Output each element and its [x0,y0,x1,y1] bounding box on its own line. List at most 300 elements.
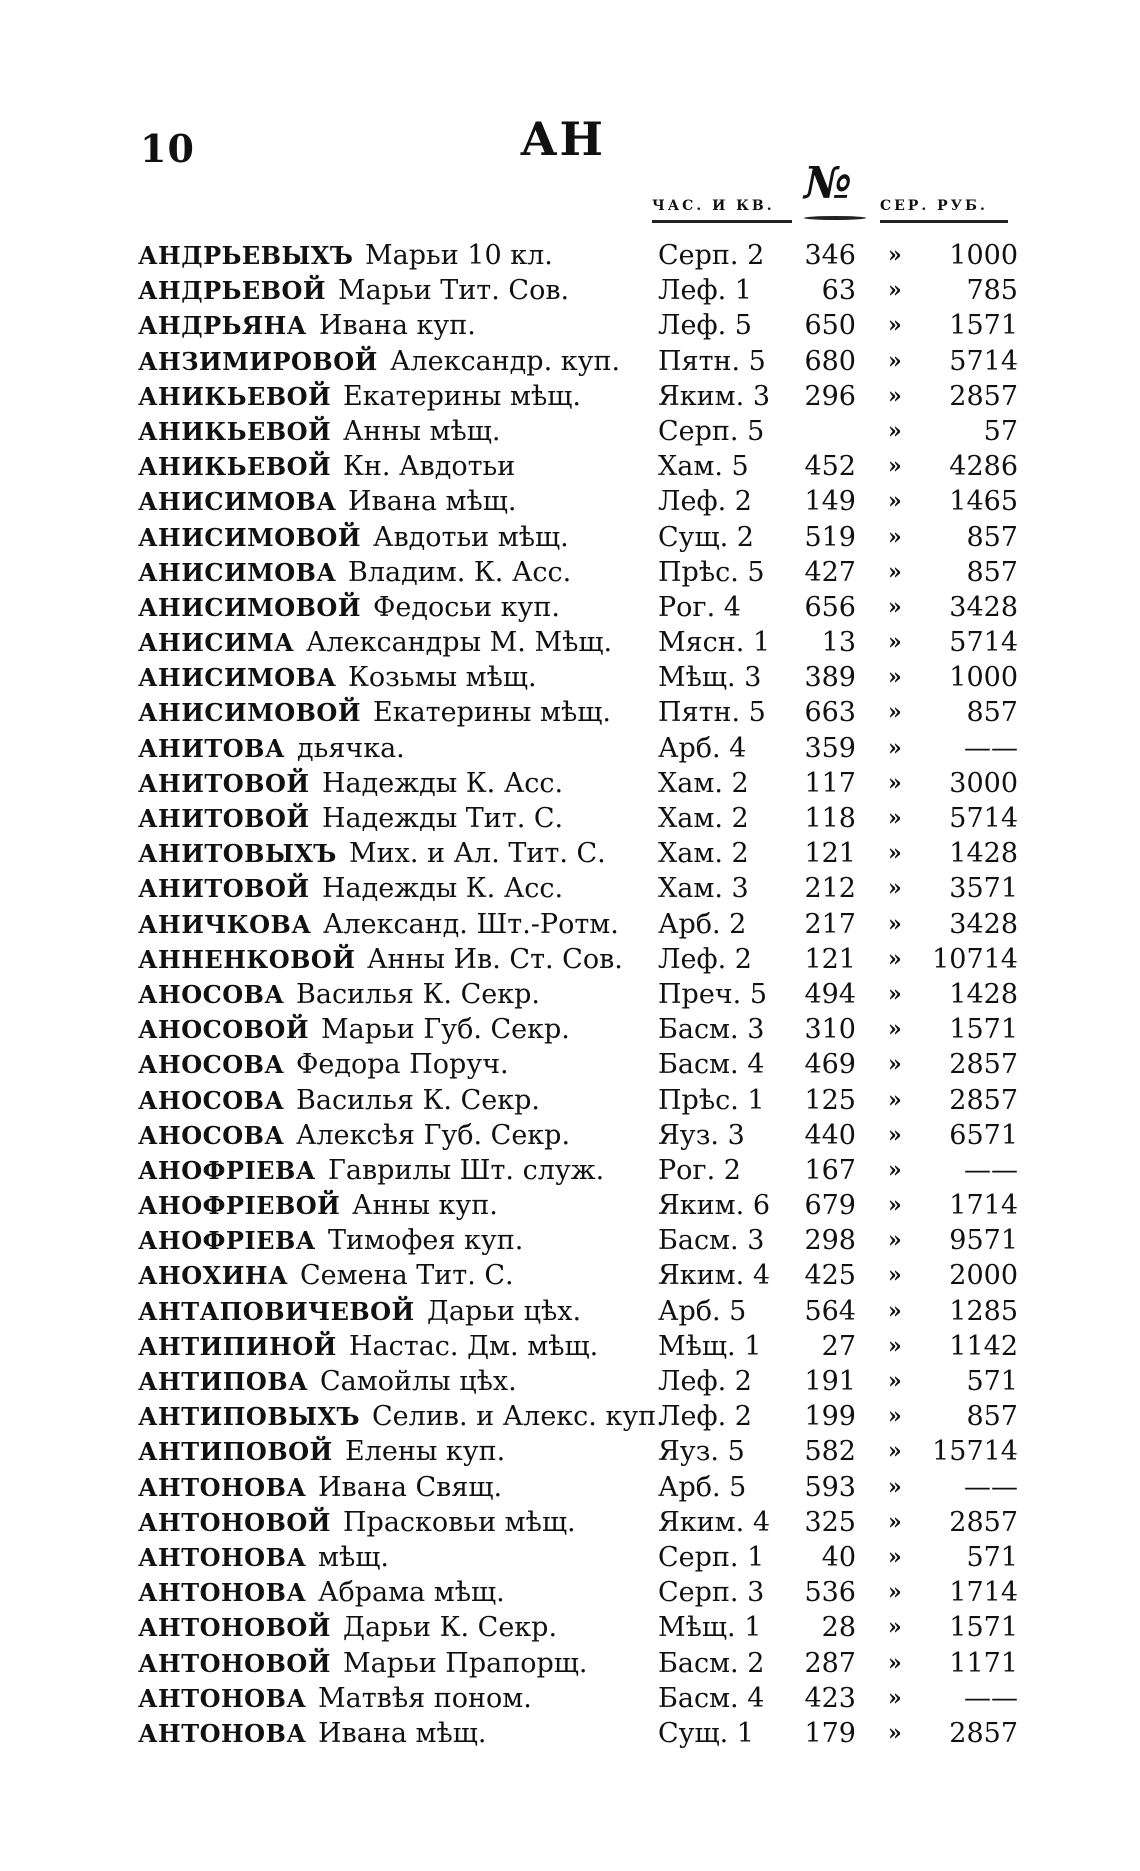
entry-silver-rubles: 1465 [949,486,1018,518]
entry-number: 582 [804,1436,856,1468]
entry-ditto-mark: » [888,629,902,656]
entry-part-quarter: Леф. 2 [658,486,752,518]
entry-name-rank: Ивана Свящ. [318,1471,503,1503]
entry-silver-rubles: 857 [966,697,1018,729]
entry-part-quarter: Арб. 2 [658,908,747,940]
entry-surname: АНИСИМОВОЙ [138,522,362,552]
entry-part-quarter: Леф. 2 [658,1366,752,1397]
list-item [138,695,1018,730]
entry-number: 425 [804,1260,856,1292]
entry-name-rank: Абрама мѣщ. [318,1577,505,1609]
list-item [138,484,1018,519]
entry-silver-rubles: —— [964,1154,1018,1186]
entry-name-rank: Александ. Шт.-Ротм. [323,908,619,940]
entry-part-quarter: Серп. 1 [658,1541,765,1573]
list-item [138,1364,1018,1399]
entry-number: 427 [804,556,856,588]
entry-number: 63 [821,275,856,307]
entry-silver-rubles: —— [964,1682,1018,1714]
entry-ditto-mark: » [888,558,902,585]
entry-part-quarter: Пятн. 5 [658,697,766,729]
list-item [138,1470,1018,1505]
entry-ditto-mark: » [888,1438,902,1465]
entry-part-quarter: Басм. 2 [658,1647,765,1679]
entry-surname: АНИТОВОЙ [138,804,310,833]
entry-part-quarter: Мѣщ. 1 [658,1330,762,1362]
entry-number: 13 [821,627,856,659]
entry-name-rank: Гаврилы Шт. служ. [328,1154,605,1186]
column-rule [652,220,792,223]
entry-silver-rubles: 785 [966,275,1018,307]
entry-silver-rubles: —— [964,732,1018,764]
entry-part-quarter: Мѣщ. 1 [658,1612,762,1644]
entry-surname: АННЕНКОВОЙ [138,944,356,974]
entry-part-quarter: Серп. 5 [658,415,765,447]
entry-surname: АНОФРІЕВОЙ [138,1191,341,1221]
entry-silver-rubles: 1714 [949,1577,1018,1609]
list-item [138,238,1018,273]
list-item [138,1646,1018,1681]
entry-ditto-mark: » [888,910,902,937]
entry-surname: АНТИПИНОЙ [138,1331,337,1361]
entry-silver-rubles: 1000 [949,240,1018,271]
entry-name-rank: Василья К. Секр. [296,1084,540,1116]
entry-part-quarter: Леф. 5 [658,310,752,342]
entry-silver-rubles: 10714 [932,943,1018,975]
entry-number: 296 [804,380,856,412]
list-item [138,1012,1018,1047]
page-header: АН [520,112,605,166]
entry-name-rank: Екатерины мѣщ. [343,380,581,412]
entry-ditto-mark: » [888,1262,902,1289]
entry-ditto-mark: » [888,277,902,304]
entry-silver-rubles: 1428 [949,838,1018,870]
entry-silver-rubles: 857 [966,556,1018,588]
entry-name-rank: Настас. Дм. мѣщ. [349,1330,599,1362]
entry-name-rank: Алексѣя Губ. Секр. [296,1119,571,1151]
column-header-part-quarter: ЧАС. И КВ. [652,198,775,214]
entry-number: 149 [804,486,856,518]
entry-surname: АНИКЬЕВОЙ [138,381,332,411]
entry-ditto-mark: » [888,523,902,550]
entry-number: 212 [804,873,856,905]
entry-number: 217 [804,908,856,940]
list-item [138,1505,1018,1540]
entry-part-quarter: Хам. 2 [658,803,749,834]
entry-number: 452 [804,451,856,483]
entry-surname: АНТАПОВИЧЕВОЙ [138,1296,415,1326]
list-item [138,590,1018,625]
entry-number: 593 [804,1471,856,1503]
entry-part-quarter: Арб. 5 [658,1295,747,1327]
entry-part-quarter: Леф. 2 [658,1401,752,1433]
entry-surname: АНОФРІЕВА [138,1155,316,1185]
entry-name-rank: дьячка. [297,732,405,764]
entry-part-quarter: Хам. 2 [658,838,749,870]
entry-number: 389 [804,662,856,694]
entry-name-rank: Ивана мѣщ. [318,1717,487,1749]
entry-surname: АНТОНОВА [138,1542,307,1572]
entry-surname: АНИСИМА [138,628,295,658]
entry-surname: АНОХИНА [138,1261,289,1291]
entry-surname: АНТОНОВОЙ [138,1648,331,1678]
entry-part-quarter: Хам. 2 [658,767,749,799]
entry-ditto-mark: » [888,242,902,268]
entry-ditto-mark: » [888,734,902,761]
entry-silver-rubles: 1571 [949,310,1018,342]
entry-name-rank: Ивана куп. [319,310,476,342]
entry-number: 310 [804,1014,856,1046]
entry-ditto-mark: » [888,1121,902,1148]
list-item [138,1153,1018,1188]
entry-name-rank: Александры М. Мѣщ. [306,627,613,659]
entry-part-quarter: Рог. 2 [658,1154,741,1186]
entry-name-rank: Василья К. Секр. [296,978,540,1010]
entry-silver-rubles: 1714 [949,1190,1018,1222]
entry-part-quarter: Басм. 3 [658,1225,765,1257]
list-item [138,977,1018,1012]
entry-name-rank: Елены куп. [345,1436,506,1468]
list-item [138,308,1018,343]
entry-part-quarter: Рог. 4 [658,591,741,623]
entry-surname: АНОСОВА [138,1120,285,1150]
entry-ditto-mark: » [888,1473,902,1500]
entry-silver-rubles: 9571 [949,1225,1018,1257]
entry-ditto-mark: » [888,805,902,831]
entry-number: 125 [804,1084,856,1116]
entry-surname: АНИКЬЕВОЙ [138,416,332,446]
list-item [138,801,1018,836]
entry-number: 359 [804,732,856,764]
entry-ditto-mark: » [888,453,902,480]
entry-silver-rubles: 1142 [949,1330,1018,1362]
entry-silver-rubles: 571 [966,1366,1018,1397]
entry-surname: АНТОНОВА [138,1578,307,1608]
page-number: 10 [140,126,195,171]
entry-ditto-mark: » [888,488,902,515]
entry-surname: АНОСОВА [138,1085,285,1115]
entry-surname: АНЗИМИРОВОЙ [138,346,378,376]
entry-part-quarter: Яуз. 3 [658,1119,745,1151]
entry-surname: АНОСОВОЙ [138,1015,310,1045]
entry-ditto-mark: » [888,875,902,902]
entry-name-rank: Екатерины мѣщ. [373,697,611,729]
entry-number: 564 [804,1295,856,1327]
entry-part-quarter: Леф. 1 [658,275,752,307]
entry-silver-rubles: 2857 [949,380,1018,412]
entry-ditto-mark: » [888,1543,902,1570]
entry-number: 199 [804,1401,856,1433]
entry-silver-rubles: 3428 [949,591,1018,623]
list-item [138,1540,1018,1575]
entry-part-quarter: Хам. 5 [658,451,749,483]
entry-ditto-mark: » [888,1051,902,1078]
entry-number: 179 [804,1717,856,1749]
column-header-silver-rubles: СЕР. РУБ. [880,198,988,214]
list-item [138,1434,1018,1469]
entry-ditto-mark: » [888,769,902,796]
entry-number: 440 [804,1119,856,1151]
entry-surname: АНИЧКОВА [138,909,312,939]
entry-part-quarter: Хам. 3 [658,873,749,905]
list-item [138,871,1018,906]
column-rule [804,216,866,220]
list-item [138,660,1018,695]
entry-surname: АНИТОВЫХЪ [138,839,337,869]
entry-surname: АНИТОВОЙ [138,768,310,798]
list-item [138,379,1018,414]
entry-ditto-mark: » [888,417,902,444]
entry-surname: АНИСИМОВОЙ [138,592,362,622]
entry-number: 117 [804,767,856,799]
entry-surname: АНТОНОВА [138,1683,307,1713]
entry-number: 121 [804,943,856,975]
entry-part-quarter: Сущ. 1 [658,1717,754,1749]
entry-ditto-mark: » [888,1297,902,1324]
entry-name-rank: Ивана мѣщ. [348,486,517,518]
entry-number: 656 [804,591,856,623]
entry-number: 494 [804,978,856,1010]
list-item [138,1716,1018,1751]
entry-number: 650 [804,310,856,342]
entry-part-quarter: Арб. 4 [658,732,747,764]
entry-surname: АНДРЬЕВЫХЪ [138,241,354,270]
entry-part-quarter: Басм. 4 [658,1682,765,1714]
entry-surname: АНДРЬЕВОЙ [138,276,327,306]
list-item [138,520,1018,555]
entry-silver-rubles: 1571 [949,1014,1018,1046]
entry-name-rank: Марьи Тит. Сов. [338,275,570,307]
list-item [138,766,1018,801]
entry-ditto-mark: » [888,347,902,374]
entry-ditto-mark: » [888,1579,902,1606]
list-item [138,625,1018,660]
entry-surname: АНОФРІЕВА [138,1226,316,1256]
entry-name-rank: Марьи Прапорщ. [343,1647,588,1679]
entry-ditto-mark: » [888,1332,902,1359]
list-item [138,555,1018,590]
list-item [138,1681,1018,1716]
entry-name-rank: Владим. К. Асс. [348,556,572,588]
entry-ditto-mark: » [888,664,902,691]
entry-silver-rubles: 1171 [949,1647,1018,1679]
entry-name-rank: Дарьи цѣх. [427,1295,582,1327]
entry-silver-rubles: 857 [966,521,1018,553]
entry-number: 28 [821,1612,856,1644]
entry-surname: АНТИПОВОЙ [138,1437,333,1467]
entry-surname: АНОСОВА [138,979,285,1009]
entry-name-rank: Козьмы мѣщ. [348,662,537,694]
entry-ditto-mark: » [888,312,902,339]
entry-ditto-mark: » [888,1719,902,1746]
entry-silver-rubles: 2857 [949,1084,1018,1116]
entry-number: 121 [804,838,856,870]
entry-surname: АНИКЬЕВОЙ [138,452,332,482]
entry-silver-rubles: 3428 [949,908,1018,940]
entry-name-rank: Авдотьи мѣщ. [373,521,569,553]
entry-ditto-mark: » [888,1684,902,1711]
entry-number: 40 [821,1541,856,1573]
list-item [138,1258,1018,1293]
entry-number: 298 [804,1225,856,1257]
entry-name-rank: Селив. и Алекс. куп. [372,1401,665,1433]
entry-surname: АНТОНОВА [138,1718,307,1748]
entry-ditto-mark: » [888,699,902,726]
entry-number: 287 [804,1647,856,1679]
entry-name-rank: Анны куп. [352,1190,498,1222]
entry-name-rank: Семена Тит. С. [300,1260,514,1292]
entry-name-rank: Александр. куп. [390,345,621,377]
list-item [138,1610,1018,1645]
entry-silver-rubles: 1571 [949,1612,1018,1644]
entry-part-quarter: Серп. 2 [658,240,765,271]
list-item [138,1118,1018,1153]
entry-number: 680 [804,345,856,377]
entry-silver-rubles: 3000 [949,767,1018,799]
entry-part-quarter: Басм. 3 [658,1014,765,1046]
entry-silver-rubles: 2857 [949,1049,1018,1081]
entry-silver-rubles: 2857 [949,1506,1018,1538]
entry-ditto-mark: » [888,1192,902,1219]
entry-ditto-mark: » [888,1016,902,1043]
entry-number: 536 [804,1577,856,1609]
list-item [138,1329,1018,1364]
list-item [138,1575,1018,1610]
entry-ditto-mark: » [888,980,902,1007]
entry-name-rank: Анны мѣщ. [343,415,501,447]
entry-ditto-mark: » [888,1227,902,1254]
entry-silver-rubles: 5714 [949,627,1018,659]
entry-surname: АНДРЬЯНА [138,311,307,341]
entry-part-quarter: Прѣс. 5 [658,556,765,588]
entry-name-rank: Анны Ив. Ст. Сов. [367,943,623,975]
entry-silver-rubles: 2000 [949,1260,1018,1292]
entry-silver-rubles: —— [964,1471,1018,1503]
entry-name-rank: Мих. и Ал. Тит. С. [349,838,606,870]
entry-surname: АНТОНОВОЙ [138,1613,331,1643]
entry-name-rank: Надежды К. Асс. [322,767,564,799]
entry-number: 167 [804,1154,856,1186]
entry-ditto-mark: » [888,382,902,409]
entry-name-rank: Самойлы цѣх. [320,1366,517,1397]
entry-silver-rubles: 4286 [949,451,1018,483]
list-item [138,1223,1018,1258]
entry-name-rank: Марьи 10 кл. [365,240,553,271]
entry-name-rank: Надежды К. Асс. [322,873,564,905]
entry-list [138,238,1018,1751]
entry-part-quarter: Арб. 5 [658,1471,747,1503]
entry-surname: АНИСИМОВОЙ [138,698,362,728]
entry-silver-rubles: 1428 [949,978,1018,1010]
entry-silver-rubles: 2857 [949,1717,1018,1749]
entry-surname: АНИТОВА [138,733,285,763]
entry-part-quarter: Яуз. 5 [658,1436,745,1468]
entry-number: 325 [804,1506,856,1538]
entry-ditto-mark: » [888,840,902,867]
entry-name-rank: Надежды Тит. С. [322,803,564,834]
list-item [138,907,1018,942]
entry-surname: АНТОНОВОЙ [138,1507,331,1537]
entry-part-quarter: Преч. 5 [658,978,768,1010]
entry-number: 519 [804,521,856,553]
entry-name-rank: Марьи Губ. Секр. [321,1014,570,1046]
list-item [138,1047,1018,1082]
entry-part-quarter: Пятн. 5 [658,345,766,377]
entry-part-quarter: Яким. 3 [658,380,771,412]
entry-surname: АНИСИМОВА [138,557,337,587]
entry-ditto-mark: » [888,1086,902,1113]
entry-surname: АНТИПОВА [138,1367,309,1396]
entry-name-rank: Матвѣя поном. [318,1682,532,1714]
entry-silver-rubles: 571 [966,1541,1018,1573]
entry-silver-rubles: 57 [983,415,1018,447]
entry-ditto-mark: » [888,1508,902,1535]
entry-surname: АНИСИМОВА [138,487,337,517]
entry-number: 27 [821,1330,856,1362]
entry-number: 663 [804,697,856,729]
entry-silver-rubles: 6571 [949,1119,1018,1151]
entry-surname: АНОСОВА [138,1050,285,1080]
list-item [138,273,1018,308]
entry-silver-rubles: 857 [966,1401,1018,1433]
entry-part-quarter: Басм. 4 [658,1049,765,1081]
column-header-number: № [804,158,852,209]
entry-surname: АНТОНОВА [138,1472,307,1502]
entry-silver-rubles: 1000 [949,662,1018,694]
entry-ditto-mark: » [888,1649,902,1676]
entry-ditto-mark: » [888,1614,902,1641]
entry-name-rank: Федосьи куп. [373,591,561,623]
list-item [138,449,1018,484]
list-item [138,731,1018,766]
entry-number: 423 [804,1682,856,1714]
entry-surname: АНИСИМОВА [138,663,337,693]
list-item [138,1399,1018,1434]
entry-silver-rubles: 15714 [932,1436,1018,1468]
entry-silver-rubles: 5714 [949,803,1018,834]
entry-silver-rubles: 3571 [949,873,1018,905]
entry-surname: АНТИПОВЫХЪ [138,1402,361,1432]
list-item [138,836,1018,871]
entry-part-quarter: Мѣщ. 3 [658,662,762,694]
entry-name-rank: мѣщ. [318,1541,389,1573]
entry-part-quarter: Леф. 2 [658,943,752,975]
entry-name-rank: Тимофея куп. [328,1225,524,1257]
entry-number: 346 [804,240,856,271]
entry-ditto-mark: » [888,593,902,620]
entry-ditto-mark: » [888,1403,902,1430]
list-item [138,414,1018,449]
entry-part-quarter: Сущ. 2 [658,521,754,553]
entry-silver-rubles: 1285 [949,1295,1018,1327]
entry-number: 191 [804,1366,856,1397]
entry-name-rank: Прасковьи мѣщ. [343,1506,576,1538]
entry-part-quarter: Яким. 6 [658,1190,771,1222]
entry-name-rank: Кн. Авдотьи [343,451,516,483]
entry-part-quarter: Мясн. 1 [658,627,771,659]
column-rule [880,220,1008,223]
entry-number: 469 [804,1049,856,1081]
entry-silver-rubles: 5714 [949,345,1018,377]
entry-part-quarter: Серп. 3 [658,1577,765,1609]
list-item [138,942,1018,977]
entry-part-quarter: Яким. 4 [658,1506,771,1538]
entry-name-rank: Федора Поруч. [296,1049,509,1081]
list-item [138,344,1018,379]
list-item [138,1083,1018,1118]
entry-ditto-mark: » [888,1368,902,1394]
entry-ditto-mark: » [888,945,902,972]
